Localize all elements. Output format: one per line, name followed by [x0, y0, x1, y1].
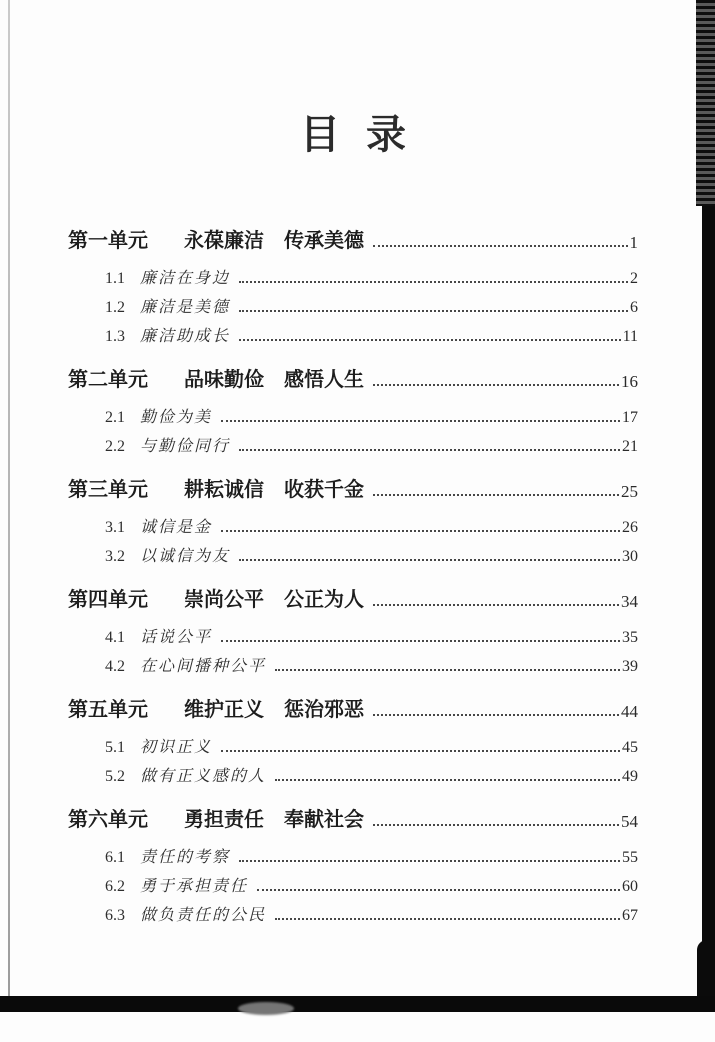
item-title: 与勤俭同行	[140, 438, 231, 455]
toc-item	[68, 258, 638, 287]
toc-unit-2	[68, 363, 638, 455]
page-number: 55	[622, 849, 638, 866]
page-number: 39	[622, 658, 638, 675]
item-number: 1.1	[105, 270, 125, 287]
item-title: 初识正义	[140, 739, 213, 756]
dot-leader	[373, 245, 628, 247]
page-number: 54	[621, 812, 638, 831]
toc-unit-heading	[68, 363, 638, 390]
page-number: 44	[621, 702, 638, 721]
item-number: 4.1	[105, 629, 125, 646]
dot-leader	[257, 889, 620, 891]
toc-item	[68, 507, 638, 536]
item-number: 4.2	[105, 658, 125, 675]
toc-unit-1	[68, 224, 638, 345]
toc-unit-heading	[68, 224, 638, 251]
unit-number-label: 第六单元	[68, 809, 148, 831]
table-of-contents	[68, 224, 638, 924]
item-number: 1.3	[105, 328, 125, 345]
toc-unit-heading	[68, 473, 638, 500]
item-title: 廉洁在身边	[140, 270, 231, 287]
dot-leader	[239, 860, 620, 862]
toc-item	[68, 895, 638, 924]
dot-leader	[373, 384, 619, 386]
scan-fold-line	[8, 0, 10, 996]
item-title: 在心间播种公平	[140, 658, 267, 675]
page-number: 35	[622, 629, 638, 646]
toc-unit-3	[68, 473, 638, 565]
toc-item	[68, 426, 638, 455]
page-number: 26	[622, 519, 638, 536]
page-number: 30	[622, 548, 638, 565]
unit-title: 品味勤俭 感悟人生	[184, 369, 364, 391]
unit-title: 维护正义 惩治邪恶	[184, 699, 364, 721]
item-number: 2.1	[105, 409, 125, 426]
page-number: 11	[622, 328, 638, 345]
item-title: 勇于承担责任	[140, 878, 249, 895]
unit-number-label: 第一单元	[68, 230, 148, 252]
page-content	[68, 0, 638, 924]
unit-number-label: 第二单元	[68, 369, 148, 391]
unit-title: 耕耘诚信 收获千金	[184, 479, 364, 501]
page-number: 25	[621, 482, 638, 501]
dot-leader	[373, 604, 619, 606]
toc-item	[68, 397, 638, 426]
page-number: 49	[622, 768, 638, 785]
dot-leader	[221, 750, 620, 752]
dot-leader	[373, 824, 619, 826]
item-title: 做负责任的公民	[140, 907, 267, 924]
unit-title: 勇担责任 奉献社会	[184, 809, 364, 831]
item-number: 5.2	[105, 768, 125, 785]
toc-unit-heading	[68, 693, 638, 720]
page-number: 67	[622, 907, 638, 924]
dot-leader	[239, 281, 628, 283]
dot-leader	[221, 640, 620, 642]
unit-number-label: 第五单元	[68, 699, 148, 721]
dot-leader	[221, 530, 620, 532]
dot-leader	[275, 918, 620, 920]
toc-item	[68, 837, 638, 866]
item-title: 责任的考察	[140, 849, 231, 866]
item-number: 6.3	[105, 907, 125, 924]
page-number: 2	[630, 270, 638, 287]
page-title: 目录	[300, 112, 432, 157]
toc-item	[68, 866, 638, 895]
scan-edge-stripes	[696, 0, 715, 206]
page-number: 60	[622, 878, 638, 895]
toc-item	[68, 646, 638, 675]
toc-item	[68, 287, 638, 316]
item-number: 6.2	[105, 878, 125, 895]
item-title: 诚信是金	[140, 519, 213, 536]
item-title: 话说公平	[140, 629, 213, 646]
dot-leader	[373, 494, 619, 496]
item-number: 1.2	[105, 299, 125, 316]
item-title: 勤俭为美	[140, 409, 213, 426]
toc-unit-heading	[68, 583, 638, 610]
dot-leader	[275, 669, 620, 671]
page-number: 1	[629, 233, 638, 252]
toc-unit-6	[68, 803, 638, 924]
item-number: 3.2	[105, 548, 125, 565]
toc-item	[68, 316, 638, 345]
unit-title: 永葆廉洁 传承美德	[184, 230, 364, 252]
item-title: 廉洁是美德	[140, 299, 231, 316]
toc-item	[68, 536, 638, 565]
dot-leader	[373, 714, 619, 716]
toc-unit-heading	[68, 803, 638, 830]
toc-item	[68, 617, 638, 646]
item-title: 廉洁助成长	[140, 328, 231, 345]
unit-title: 崇尚公平 公正为人	[184, 589, 364, 611]
page-number: 16	[621, 372, 638, 391]
page-number: 6	[630, 299, 638, 316]
unit-number-label: 第四单元	[68, 589, 148, 611]
dot-leader	[239, 310, 628, 312]
scan-bottom-band	[0, 996, 715, 1012]
dot-leader	[239, 339, 621, 341]
dot-leader	[239, 559, 620, 561]
dot-leader	[221, 420, 620, 422]
page-number: 17	[622, 409, 638, 426]
scan-smudge	[238, 1002, 294, 1015]
dot-leader	[239, 449, 620, 451]
dot-leader	[275, 779, 620, 781]
toc-unit-5	[68, 693, 638, 785]
page-number: 21	[622, 438, 638, 455]
toc-unit-4	[68, 583, 638, 675]
item-number: 2.2	[105, 438, 125, 455]
toc-item	[68, 727, 638, 756]
item-title: 以诚信为友	[140, 548, 231, 565]
item-title: 做有正义感的人	[140, 768, 267, 785]
toc-item	[68, 756, 638, 785]
item-number: 5.1	[105, 739, 125, 756]
scan-edge-band	[702, 206, 715, 1012]
item-number: 6.1	[105, 849, 125, 866]
page-number: 34	[621, 592, 638, 611]
item-number: 3.1	[105, 519, 125, 536]
unit-number-label: 第三单元	[68, 479, 148, 501]
page-number: 45	[622, 739, 638, 756]
